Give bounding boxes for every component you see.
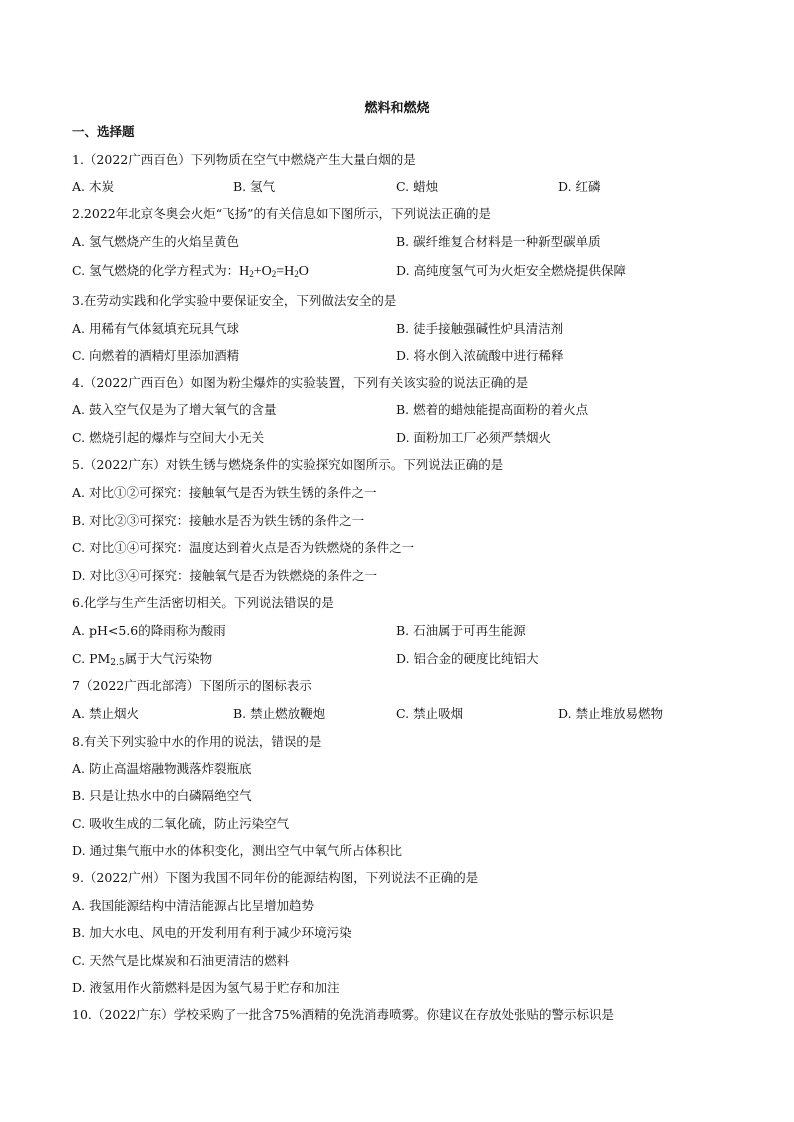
question-2-option-d: D. 高纯度氢气可为火炬安全燃烧提供保障 [396,263,627,278]
question-9-option-a: A. 我国能源结构中清洁能源占比呈增加趋势 [72,898,314,913]
question-6-option-a: A. pH<5.6的降雨称为酸雨 [72,623,226,638]
question-8-option-c: C. 吸收生成的二氧化硫，防止污染空气 [72,816,290,831]
section-heading: 一、选择题 [72,124,135,139]
option-text: 属于大气污染物 [124,651,213,666]
question-4-option-d: D. 面粉加工厂必须严禁烟火 [396,430,552,445]
eq-subscript: 2 [249,269,254,279]
question-7-option-c: C. 禁止吸烟 [396,706,464,721]
question-3-option-d: D. 将水倒入浓硫酸中进行稀释 [396,348,564,363]
question-7-option-a: A. 禁止烟火 [72,706,139,721]
question-2-option-c [72,262,309,283]
question-3-option-a: A. 用稀有气体氦填充玩具气球 [72,321,239,336]
question-3-option-b: B. 徒手接触强碱性炉具清洁剂 [396,321,564,336]
question-2-option-c-text: C. 氢气燃烧的化学方程式为： [72,263,240,278]
question-8-option-d: D. 通过集气瓶中水的体积变化，测出空气中氧气所占体积比 [72,843,403,858]
question-7-option-d: D. 禁止堆放易燃物 [558,706,664,721]
question-5-option-a: A. 对比①②可探究：接触氧气是否为铁生锈的条件之一 [72,485,377,500]
question-4-option-a: A. 鼓入空气仅是为了增大氧气的含量 [72,402,277,417]
eq-part: =H [276,264,295,279]
question-9-stem: 9.（2022广州）下图为我国不同年份的能源结构图，下列说法不正确的是 [72,870,479,885]
question-3-option-c: C. 向燃着的酒精灯里添加酒精 [72,348,240,363]
question-8-option-b: B. 只是让热水中的白磷隔绝空气 [72,788,252,803]
question-1-option-b: B. 氢气 [233,179,276,194]
question-1-stem: 1.（2022广西百色）下列物质在空气中燃烧产生大量白烟的是 [72,152,416,167]
question-5-option-c: C. 对比①④可探究：温度达到着火点是否为铁燃烧的条件之一 [72,540,415,555]
eq-subscript: 2 [294,269,299,279]
page-title: 燃料和燃烧 [364,101,430,116]
question-9-option-c: C. 天然气是比煤炭和石油更清洁的燃料 [72,953,290,968]
question-4-option-c: C. 燃烧引起的爆炸与空间大小无关 [72,430,265,445]
question-2-stem: 2.2022年北京冬奥会火炬“飞扬”的有关信息如下图所示，下列说法正确的是 [72,206,492,221]
question-5-option-d: D. 对比③④可探究：接触氧气是否为铁燃烧的条件之一 [72,568,378,583]
question-1-option-c: C. 蜡烛 [396,179,439,194]
question-10-stem: 10.（2022广东）学校采购了一批含75%酒精的免洗消毒喷雾。你建议在存放处张贴的警示标识是 [72,1007,614,1022]
question-1-option-d: D. 红磷 [558,179,601,194]
question-7-option-b: B. 禁止燃放鞭炮 [233,706,326,721]
option-text: C. PM [72,651,111,666]
question-3-stem: 3.在劳动实践和化学实验中要保证安全，下列做法安全的是 [72,293,397,308]
pm-subscript: 2.5 [110,658,125,668]
question-8-stem: 8.有关下列实验中水的作用的说法，错误的是 [72,734,322,749]
question-7-stem: 7（2022广西北部湾）下图所示的图标表示 [72,678,312,693]
question-9-option-d: D. 液氢用作火箭燃料是因为氢气易于贮存和加注 [72,980,340,995]
question-2-option-b: B. 碳纤维复合材料是一种新型碳单质 [396,234,601,249]
eq-subscript: 2 [271,269,277,279]
chemical-equation [239,264,309,279]
question-1-option-a: A. 木炭 [72,179,114,194]
question-2-option-a: A. 氢气燃烧产生的火焰呈黄色 [72,234,239,249]
eq-part: O [298,264,309,279]
question-6-stem: 6.化学与生产生活密切相关。下列说法错误的是 [72,595,334,610]
question-6-option-b: B. 石油属于可再生能源 [396,623,526,638]
question-6-option-c [72,650,212,672]
eq-part: +O [253,264,272,279]
question-4-stem: 4.（2022广西百色）如图为粉尘爆炸的实验装置，下列有关该实验的说法正确的是 [72,375,529,390]
eq-part: H [239,264,250,279]
question-4-option-b: B. 燃着的蜡烛能提高面粉的着火点 [396,402,589,417]
question-8-option-a: A. 防止高温熔融物溅落炸裂瓶底 [72,761,252,776]
question-9-option-b: B. 加大水电、风电的开发利用有利于减少环境污染 [72,925,352,940]
question-5-option-b: B. 对比②③可探究：接触水是否为铁生锈的条件之一 [72,513,365,528]
question-5-stem: 5.（2022广东）对铁生锈与燃烧条件的实验探究如图所示。下列说法正确的是 [72,457,504,472]
question-6-option-d: D. 铝合金的硬度比纯铝大 [396,651,539,666]
